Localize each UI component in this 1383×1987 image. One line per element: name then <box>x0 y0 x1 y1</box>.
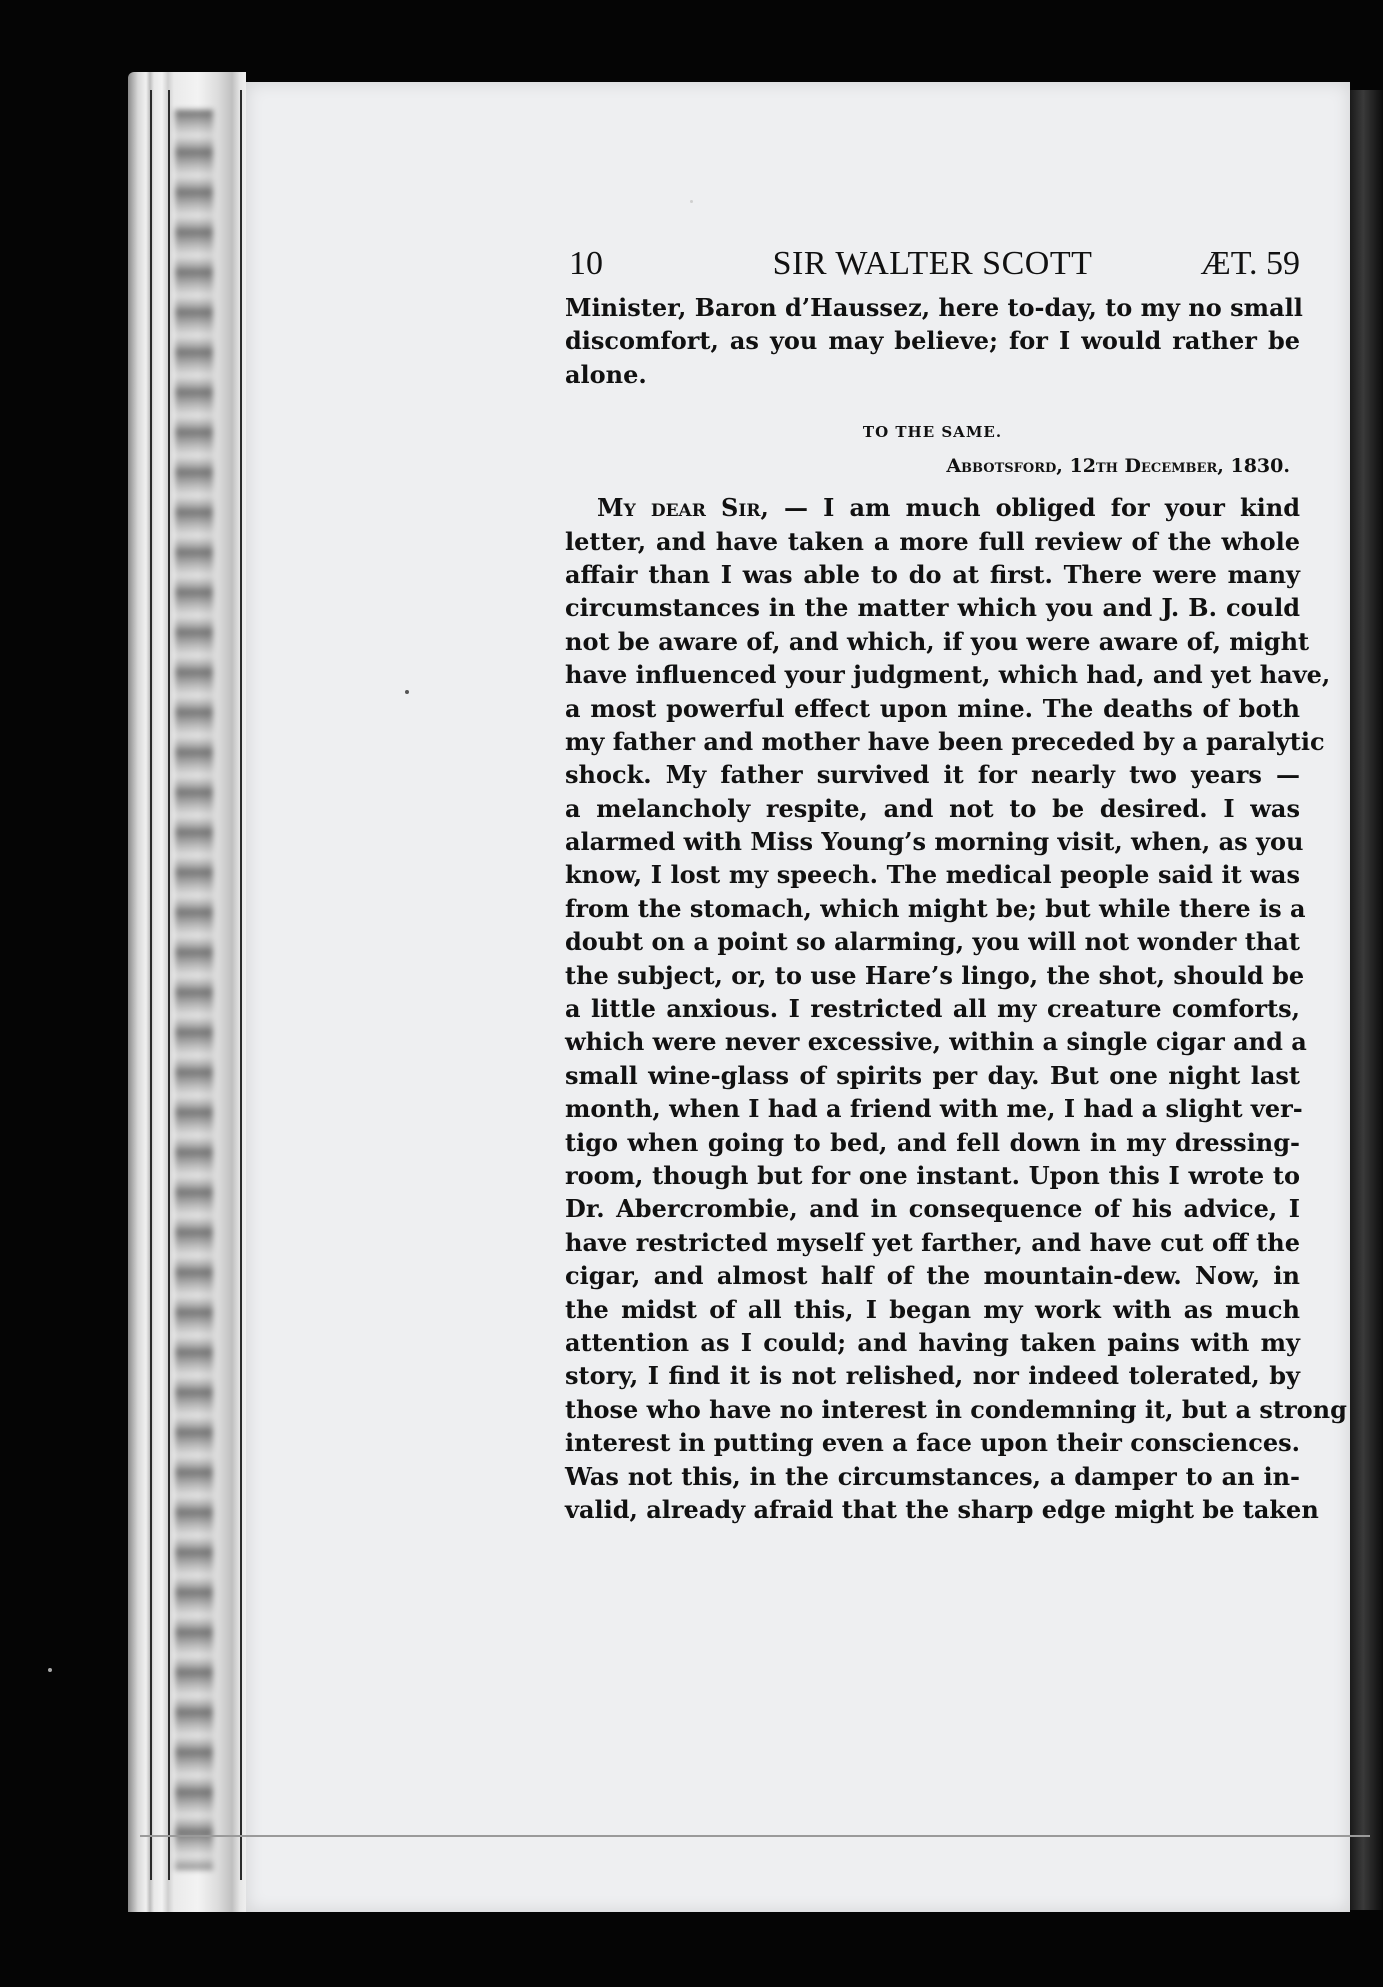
letter-heading: TO THE SAME. <box>862 423 1003 442</box>
text-line: have restricted myself yet farther, and have cut off the <box>565 1227 1300 1257</box>
text-line: attention as I could; and having taken pains with my <box>565 1327 1300 1357</box>
text-line: the subject, or, to use Hare’s lingo, the shot, should be <box>565 960 1305 990</box>
text-line: have influenced your judgment, which had, and yet have, <box>565 660 1331 690</box>
text-line <box>565 491 1300 524</box>
running-head <box>565 245 1300 291</box>
running-title: SIR WALTER SCOTT <box>772 245 1093 282</box>
page-edge-line <box>150 90 152 1880</box>
letter-dateline: Abbotsford, 12th December, 1830. <box>946 455 1290 478</box>
text-line: letter, and have taken a more full review of the whole <box>565 526 1300 556</box>
text-line: my father and mother have been preceded by a paralytic <box>565 726 1325 756</box>
text-line: discomfort, as you may believe; for I would rather be <box>565 326 1300 356</box>
text-line: Was not this, in the circumstances, a damper to an in- <box>565 1461 1300 1491</box>
continuation-paragraph <box>565 291 1303 391</box>
text-line: the midst of all this, I began my work with as much <box>565 1294 1300 1324</box>
page-edge-line <box>168 90 170 1880</box>
scan-bottom-line <box>140 1835 1370 1837</box>
text-line: alone. <box>565 359 647 389</box>
page-text <box>565 245 1347 1526</box>
text-line: doubt on a point so alarming, you will not wonder that <box>565 927 1300 957</box>
text-line: a most powerful effect upon mine. The deaths of both <box>565 693 1300 723</box>
dust-speck <box>690 200 693 203</box>
text-line: know, I lost my speech. The medical people said it was <box>565 860 1300 890</box>
text-line: Minister, Baron d’Haussez, here to-day, to my no small <box>565 293 1303 322</box>
page-edge-line <box>240 90 242 1880</box>
text-line: a melancholy respite, and not to be desired. I was <box>565 793 1300 823</box>
age-marker: ÆT. 59 <box>1200 245 1300 282</box>
letter-body <box>565 491 1347 1526</box>
text-line: valid, already afraid that the sharp edge might be taken <box>565 1494 1319 1524</box>
text-line: room, though but for one instant. Upon this I wrote to <box>565 1160 1300 1190</box>
text-line: affair than I was able to do at first. There were many <box>565 559 1300 589</box>
text-line: Dr. Abercrombie, and in consequence of his advice, I <box>565 1194 1300 1224</box>
text-line: those who have no interest in condemning it, but a strong <box>565 1394 1347 1424</box>
text-line: a little anxious. I restricted all my creature comforts, <box>565 994 1300 1024</box>
text-line: alarmed with Miss Young’s morning visit, when, as you <box>565 827 1304 857</box>
text-line: story, I find it is not relished, nor indeed tolerated, by <box>565 1361 1300 1391</box>
text-line: circumstances in the matter which you and J. B. could <box>565 593 1300 623</box>
text-line: tigo when going to bed, and fell down in my dressing- <box>565 1127 1300 1157</box>
dust-speck <box>48 1668 52 1672</box>
text-line: small wine-glass of spirits per day. But one night last <box>565 1060 1300 1090</box>
dust-speck <box>405 690 409 694</box>
salutation: My dear Sir, <box>597 493 769 523</box>
text-line: cigar, and almost half of the mountain-dew. Now, in <box>565 1261 1300 1291</box>
text-line: interest in putting even a face upon their consciences. <box>565 1428 1300 1458</box>
text-line: which were never excessive, within a single cigar and a <box>565 1027 1307 1057</box>
text-line: from the stomach, which might be; but while there is a <box>565 893 1306 923</box>
page-number: 10 <box>569 245 603 282</box>
text-line-rest: — I am much obliged for your kind <box>768 493 1301 523</box>
text-line: month, when I had a friend with me, I had a slight ver- <box>565 1094 1303 1124</box>
book-right-edge <box>1350 90 1383 1910</box>
text-line: not be aware of, and which, if you were aware of, might <box>565 626 1310 656</box>
text-line: shock. My father survived it for nearly two years — <box>565 760 1300 790</box>
page-edge-shadow <box>175 110 213 1870</box>
